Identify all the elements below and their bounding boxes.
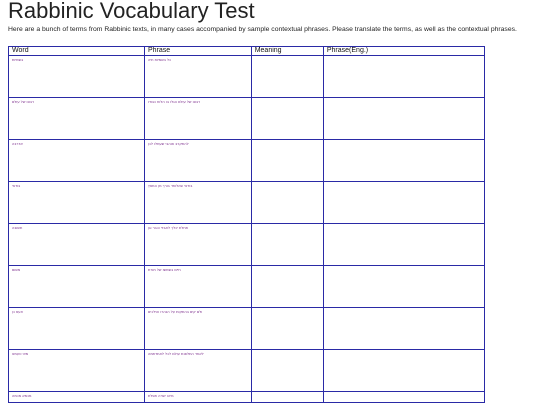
phrase-cell: [145, 392, 252, 403]
phrase-text: מיהו ישרה תפלת: [148, 394, 174, 398]
word-text: רבונו של עולם: [12, 100, 35, 104]
meaning-cell[interactable]: [251, 224, 323, 266]
word-cell: [9, 224, 145, 266]
table-row: [9, 224, 485, 266]
word-text: אעפ כן: [12, 310, 23, 314]
word-cell: [9, 350, 145, 392]
word-text: מאי טעמא: [12, 352, 29, 356]
phrase-cell: [145, 350, 252, 392]
word-cell: [9, 98, 145, 140]
phrase-eng-cell[interactable]: [323, 56, 484, 98]
phrase-cell: [145, 56, 252, 98]
column-header-word: Word: [9, 47, 145, 56]
word-text: משום: [12, 268, 21, 272]
meaning-cell[interactable]: [251, 98, 323, 140]
phrase-eng-cell[interactable]: [323, 392, 484, 403]
table-row: [9, 56, 485, 98]
word-cell: [9, 182, 145, 224]
phrase-eng-cell[interactable]: [323, 266, 484, 308]
phrase-cell: [145, 266, 252, 308]
phrase-text: לאחד התלפנת עולם לכל לאתדתמה: [148, 352, 204, 356]
phrase-eng-cell[interactable]: [323, 182, 484, 224]
phrase-text: להתקרב אוהבי שעמלו לכן: [148, 142, 189, 146]
phrase-cell: [145, 98, 252, 140]
word-text: מכמא מכמה: [12, 394, 32, 398]
phrase-cell: [145, 308, 252, 350]
phrase-text: כל בשמיות תיה: [148, 58, 171, 62]
word-cell: [9, 56, 145, 98]
column-header-phrase: Phrase: [145, 47, 252, 56]
table-row: [9, 308, 485, 350]
phrase-cell: [145, 140, 252, 182]
phrase-text: בודאי שהלוחד בורך מן המפץ: [148, 184, 193, 188]
page-title: Rabbinic Vocabulary Test: [8, 0, 255, 23]
phrase-text: רבונו של עולם הגלו בו הלוח כבודו: [148, 100, 201, 104]
word-text: בשמיות: [12, 58, 24, 62]
phrase-text: חיים בשמשו של תורת: [148, 268, 181, 272]
table-header-row: [9, 47, 485, 56]
word-text: אדרבה: [12, 142, 23, 146]
phrase-text: תחלת יכלך לאבדי וכבר וגן: [148, 226, 189, 230]
table-row: [9, 266, 485, 308]
phrase-eng-cell[interactable]: [323, 350, 484, 392]
table-row: [9, 392, 485, 403]
column-header-meaning: Meaning: [251, 47, 323, 56]
table-row: [9, 98, 485, 140]
phrase-cell: [145, 224, 252, 266]
word-text: בודאי: [12, 184, 21, 188]
table-row: [9, 140, 485, 182]
meaning-cell[interactable]: [251, 182, 323, 224]
phrase-eng-cell[interactable]: [323, 224, 484, 266]
meaning-cell[interactable]: [251, 140, 323, 182]
word-text: תשובה: [12, 226, 23, 230]
phrase-eng-cell[interactable]: [323, 140, 484, 182]
meaning-cell[interactable]: [251, 56, 323, 98]
vocabulary-table: [8, 46, 485, 403]
meaning-cell[interactable]: [251, 308, 323, 350]
table-row: [9, 182, 485, 224]
word-cell: [9, 308, 145, 350]
word-cell: [9, 140, 145, 182]
word-cell: [9, 392, 145, 403]
meaning-cell[interactable]: [251, 266, 323, 308]
column-header-phrase-eng: Phrase(Eng.): [323, 47, 484, 56]
table-row: [9, 350, 485, 392]
phrase-text: ולם קים בהתקות על הנהרו והילכים: [148, 310, 203, 314]
meaning-cell[interactable]: [251, 392, 323, 403]
phrase-eng-cell[interactable]: [323, 308, 484, 350]
meaning-cell[interactable]: [251, 350, 323, 392]
word-cell: [9, 266, 145, 308]
phrase-eng-cell[interactable]: [323, 98, 484, 140]
phrase-cell: [145, 182, 252, 224]
intro-text: Here are a bunch of terms from Rabbinic texts, in many cases accompanied by sample contextual phrases. Please translate the terms, as well as the contextual phrases.: [8, 26, 517, 33]
